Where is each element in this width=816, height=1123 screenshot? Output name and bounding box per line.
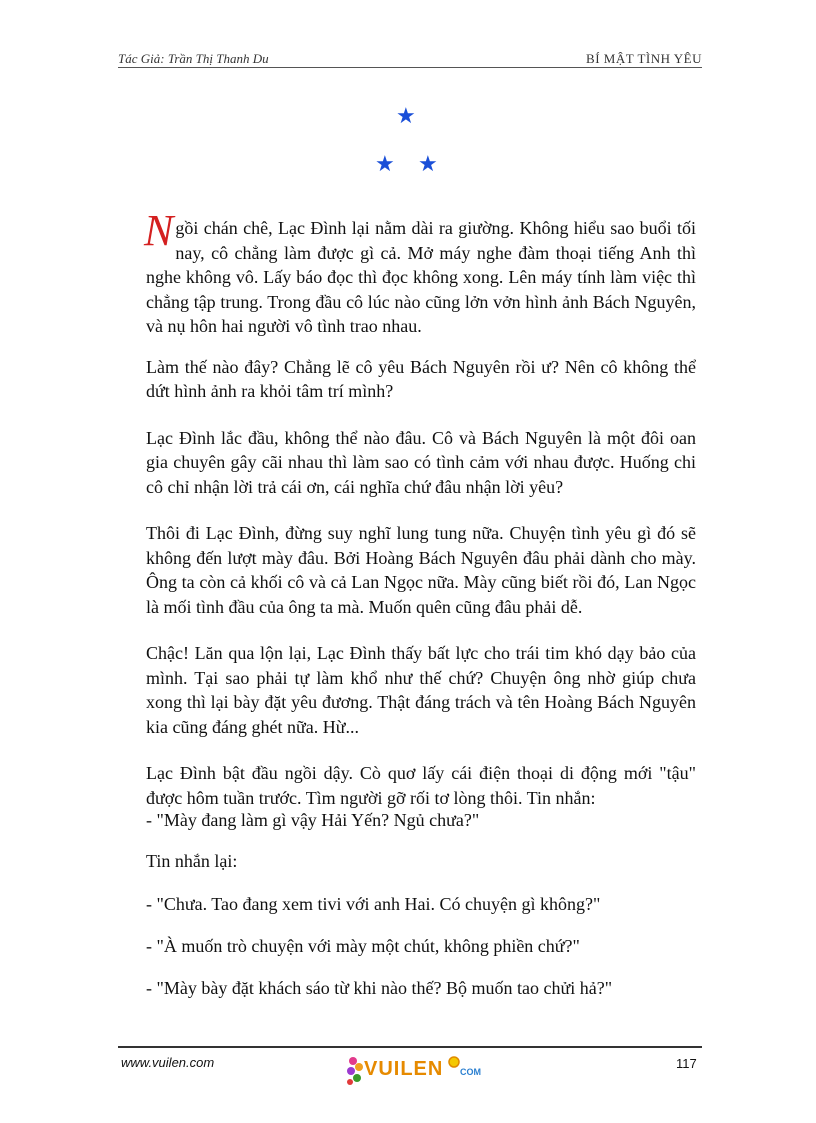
flower-icon <box>344 1053 366 1087</box>
dialogue-line: - "Mày bày đặt khách sáo từ khi nào thế? Bộ muốn tao chửi hả?" <box>146 978 613 998</box>
paragraph: Làm thế nào đây? Chẳng lẽ cô yêu Bách Nguyên rồi ư? Nên cô không thể dứt hình ảnh ra khỏi tâm trí mình? <box>146 356 696 401</box>
page-number: 117 <box>676 1056 697 1071</box>
drop-cap: N <box>144 206 174 255</box>
star-icon: ★ <box>418 152 438 177</box>
logo-suffix: COM <box>460 1067 481 1077</box>
star-icon: ★ <box>375 152 395 177</box>
dialogue-line: - "À muốn trò chuyện với mày một chút, không phiền chứ?" <box>146 936 580 956</box>
dialogue-line: Tin nhắn lại: <box>146 851 238 871</box>
page-header <box>118 49 702 68</box>
page-body <box>144 206 696 832</box>
footer-rule <box>118 1046 702 1049</box>
footer-url[interactable]: www.vuilen.com <box>121 1055 215 1070</box>
paragraph: Lạc Đình bật đầu ngồi dậy. Cò quơ lấy cái điện thoại di động mới "tậu" được hôm tuần trước. Tìm người gỡ rối tơ lòng thôi. Tin nhắn: <box>146 763 696 808</box>
dialogue-line: - "Chưa. Tao đang xem tivi với anh Hai. Có chuyện gì không?" <box>146 894 601 914</box>
paragraph: Thôi đi Lạc Đình, đừng suy nghĩ lung tung nữa. Chuyện tình yêu gì đó sẽ không đến lượt mày đâu. Bởi Hoàng Bách Nguyên đâu phải dành cho mày. Ông ta còn cả khối cô và cả Lan Ngọc nữa. Mày cũng biết rồi đó, Lan Ngọc là mối tình đầu của ông ta mà. Muốn quên cũng đâu phải dễ. <box>146 523 696 617</box>
logo-text: VUILEN <box>364 1058 444 1080</box>
sun-icon <box>447 1055 461 1069</box>
book-title: BÍ MẬT TÌNH YÊU <box>586 51 702 66</box>
author-credit: Tác Giả: Trần Thị Thanh Du <box>118 51 269 66</box>
paragraph: Lạc Đình lắc đầu, không thể nào đâu. Cô và Bách Nguyên là một đôi oan gia chuyên gây cãi nhau thì làm sao có tình cảm với nhau được. Huống chi cô chỉ nhận lời trả cái ơn, cái nghĩa chứ đâu nhận lời yêu? <box>146 427 696 497</box>
paragraph: Ngồi chán chê, Lạc Đình lại nằm dài ra giường. Không hiểu sao buổi tối nay, cô chẳng làm được gì cả. Mở máy nghe đàm thoại tiếng Anh thì nghe không vô. Lấy báo đọc thì đọc không xong. Lên máy tính làm việc thì chẳng tập trung. Trong đầu cô lúc nào cũng lởn vởn hình ảnh Bách Nguyên, và nụ hôn hai người vô tình trao nhau. <box>144 206 696 336</box>
paragraph: Chậc! Lăn qua lộn lại, Lạc Đình thấy bất lực cho trái tim khó dạy bảo của mình. Tại sao phải tự làm khổ như thế chứ? Chuyện ông nhờ giúp chưa xong thì lại bày đặt yêu đương. Thật đáng trách và tên Hoàng Bách Nguyên kia cũng đáng ghét nữa. Hừ... <box>146 643 696 737</box>
dialogue-line: - "Mày đang làm gì vậy Hải Yến? Ngủ chưa?" <box>146 810 480 830</box>
star-icon: ★ <box>396 104 416 129</box>
vuilen-logo <box>344 1051 490 1089</box>
